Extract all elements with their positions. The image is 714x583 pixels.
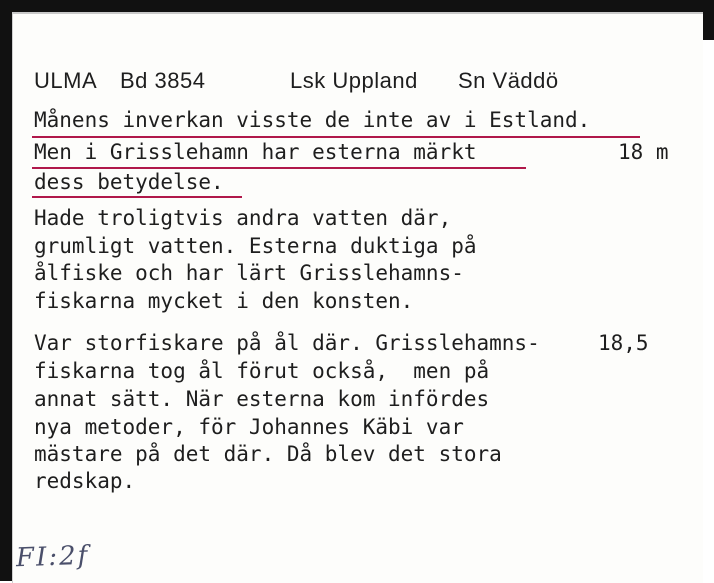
- para2-line3: ålfiske och har lärt Grisslehamns-: [34, 261, 464, 285]
- archive-code: ULMA: [34, 68, 98, 93]
- handwritten-archive-code: FI:2f: [15, 540, 90, 574]
- para2-line4: fiskarna mycket i den konsten.: [34, 289, 414, 313]
- scan-frame-top: [0, 0, 714, 12]
- para1-line2: Men i Grisslehamn har esterna märkt: [34, 140, 477, 164]
- para3-line5: mästare på det där. Då blev det stora: [34, 442, 502, 466]
- para2-line2: grumligt vatten. Esterna duktiga på: [34, 234, 477, 258]
- page-marker-18m: 18 m: [618, 140, 669, 164]
- underline-2: [32, 167, 526, 169]
- para3-line4: nya metoder, för Johannes Käbi var: [34, 415, 464, 439]
- volume-number: Bd 3854: [120, 68, 206, 93]
- para1-line1: Månens inverkan visste de inte av i Estland.: [34, 108, 591, 132]
- parish-label: Sn Väddö: [458, 68, 559, 93]
- underline-3: [32, 196, 242, 198]
- page-marker-18-5: 18,5: [598, 331, 649, 355]
- para2-line1: Hade troligtvis andra vatten där,: [34, 206, 452, 230]
- underline-1: [32, 136, 640, 138]
- para3-line3: annat sätt. När esterna kom infördes: [34, 387, 490, 411]
- para3-line2: fiskarna tog ål förut också, men på: [34, 359, 490, 383]
- para3-line6: redskap.: [34, 469, 136, 493]
- para1-line3: dess betydelse.: [34, 170, 224, 194]
- para3-line1: Var storfiskare på ål där. Grisslehamns-: [34, 331, 540, 355]
- province-label: Lsk Uppland: [290, 68, 418, 93]
- scan-frame-left: [0, 0, 12, 581]
